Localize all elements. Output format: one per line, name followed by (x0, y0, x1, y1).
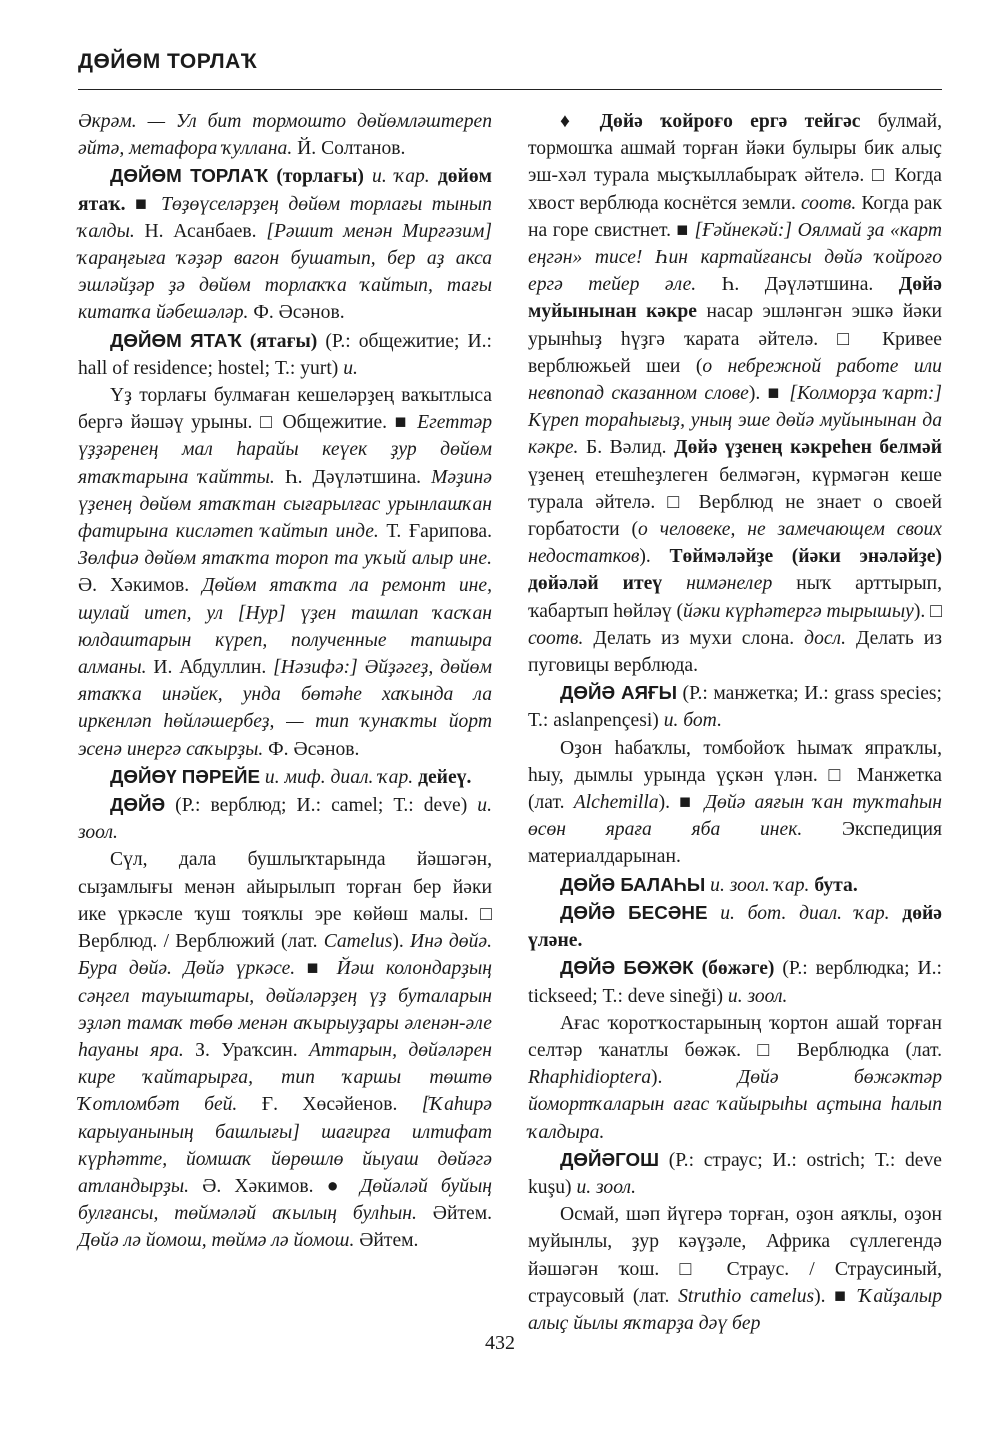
entry-paragraph: Үҙ торлағы булмаған кешеләрҙең ваҡытлыса бергә йәшәү урыны. □ Общежитие. ■ Егеттәр үҙҙәренең мал һарайы кеүек ҙур дөйөм ятаҡтарына ҡайтты. Һ. Дәүләтшина. Мәҙинә үҙенең дөйөм ятаҡтан сығарылғас урынлашҡан фатирына кисләтеп ҡайтып инде. Т. Ғарипова. Зөлфиә дөйөм ятаҡта тороп та уҡый алыр ине. Ә. Хәкимов. Дөйөм ятаҡта ла ремонт ине, шулай итеп, ул [Нур] үҙен ташлап ҡасҡан юлдаштарын күреп, полученные тапшыра алманы. И. Абдуллин. [Нәзифә:] Әйҙәгеҙ, дөйөм ятаҡҡа инәйек, унда бөтәһе хаҡында ла иркенләп һөйләшербеҙ, — тип ҡунаҡты йорт эсенә инергә саҡырҙы. Ф. Әсәнов. (78, 385, 493, 760)
entry-paragraph: ДӨЙӘГОШ (Р.: страус; И.: ostrich; Т.: deve kuşu) и. зоол. (528, 1148, 942, 1198)
entry-paragraph: Оҙон һабаҡлы, томбойоҡ һымаҡ япраҡлы, һыу, дымлы урында үҫкән үлән. □ Манжетка (лат. Alchemilla). ■ Дөйә аяғын ҡан туҡтаһын өсөн ярағa яба инек. Экспедиция материалдарынан. (528, 737, 942, 868)
entry-paragraph: Осмай, шәп йүгерә торған, оҙон аяҡлы, оҙон муйынлы, ҙур кәүҙәле, Африка сүллегендә йәшәгән ҡош. □ Страус. / Страусиный, страусовый (лат. Struthio camelus). ■ Ҡайҙалыр алыҫ йылы яҡтарҙа дәү бер (528, 1204, 942, 1334)
right-column (528, 108, 942, 1337)
entry-paragraph: ♦ Дөйә ҡойроғо ергә тейгәс булмай, тормошҡа ашмай торған йәки булыры бик алыҫ эш-хәл турала мыҫҡыллабыраҡ әйтелә. □ Когда хвост верблюда коснётся земли. соотв. Когда рак на горе свистнет. ■ [Ғәйнекәй:] Оялмай ҙа «карт еңгән» тисе! Һин картайғансы дөйә ҡойроғо ергә тейер әле. Һ. Дәүләтшина. Дөйә муйынынан кәкре насар эшләнгән эшкә йәки урынһыҙ һүҙгә ҡарата әйтелә. □ Кривее верблюжьей шеи (о небрежной работе или невпопад сказанном слове). ■ [Колморҙа ҡарт:] Күреп тораһығыҙ, уның эше дөйә муйынынан да кәкре. Б. Вәлид. Дөйә үҙенең кәкреһен белмәй үҙенең етешһеҙлеген белмәгән, күрмәгән кеше турала әйтелә. □ Верблюд не знает о своей горбатости (о человеке, не замечающем своих недостатков). Төймәләйҙе (йәки энәләйҙе) дөйәләй итеү нимәнелер ныҡ арттырып, ҡабартып һөйләү (йәки күрһәтергә тырышыу). □ соотв. Делать из мухи слона. досл. Делать из пуговицы верблюда. (528, 111, 943, 677)
left-column (78, 108, 492, 1255)
entry-paragraph: ДӨЙӘ БАЛАҺЫ и. зоол. ҡар. бута. (560, 873, 858, 896)
entry-paragraph: ДӨЙӘ (Р.: верблюд; И.: camel; Т.: deve) и. зоол. (78, 794, 492, 844)
header-rule (78, 89, 942, 90)
entry-paragraph: ДӨЙӘ АЯҒЫ (Р.: манжетка; И.: grass species; Т.: aslanpençesi) и. бот. (528, 682, 942, 732)
entry-paragraph: ДӨЙӘ БЕСӘНЕ и. бот. диал. ҡар. дөйә үләне. (528, 901, 942, 952)
running-head: ДӨЙӨМ ТОРЛАҠ (78, 50, 258, 73)
entry-paragraph: ДӨЙӨҮ ПӘРЕЙЕ и. миф. диал. ҡар. дейеү. (110, 765, 472, 788)
entry-paragraph: Ағас ҡоротҡостарының ҡортон ашай торған селтәр ҡанатлы бөжәк. □ Верблюдка (лат. Rhaphidioptera). Дөйә бөжәктәр йомортҡаларын ағас ҡайырыһы аҫтына һалып ҡалдыра. (528, 1012, 943, 1143)
entry-paragraph: Сүл, дала бушлыҡтарында йәшәгән, сыҙамлығы менән айырылып торған бер йәки ике үркәсле ҡуш тояҡлы эре көйөш малы. □ Верблюд. / Верблюжий (лат. Camelus). Инә дөйә. Бура дөйә. Дөйә үркәсе. ■ Йәш колондарҙың сәңгел тауыштары, дөйәләрҙең үҙ буталарын эҙләп тамаҡ төбө менән аҡырыуҙары әленән-әле һауаны яра. З. Ураҡсин. Аттарын, дөйәләрен кире ҡайтарырға, тип ҡаршы төштө Ҡотломбәт бей. Ғ. Хөсәйенов. [Ҡаһирә карыуанының башлығы] шағирға илтифат күрһәтте, йомшаҡ йөрөшлө йыуаш дөйәгә атландырҙы. Ә. Хәкимов. ● Дөйәләй буйың булғансы, төймәләй аҡылың булһын. Әйтем. Дөйә лә йомош, төймә лә йомош. Әйтем. (78, 849, 492, 1252)
entry-paragraph: Әкрәм. — Ул бит тормошто дөйөмләштереп әйтә, метафора ҡуллана. Й. Солтанов. (78, 111, 492, 160)
entry-paragraph: ДӨЙӨМ ЯТАҠ (ятағы) (Р.: общежитие; И.: hall of residence; hostel; Т.: yurt) и. (78, 329, 492, 379)
entry-paragraph: ДӨЙӘ БӨЖӘК (бөжәге) (Р.: верблюдка; И.: tickseed; Т.: deve sineği) и. зоол. (528, 957, 942, 1007)
entry-paragraph: ДӨЙӨМ ТОРЛАҠ (торлағы) и. ҡар. дөйөм ятаҡ. ■ Төҙөүселәрҙең дөйөм торлағы тынып ҡалды. Н. Асанбаев. [Рәшит менән Мирғәзим] ҡараңғыға ҡәҙәр вагон бушатып, бер аҙ акса эшләйҙәр ҙә дөйөм торлаҡҡа ҡайтып, тағы китапҡа йәбешәләр. Ф. Әсәнов. (78, 165, 492, 324)
page-number: 432 (485, 1332, 515, 1354)
